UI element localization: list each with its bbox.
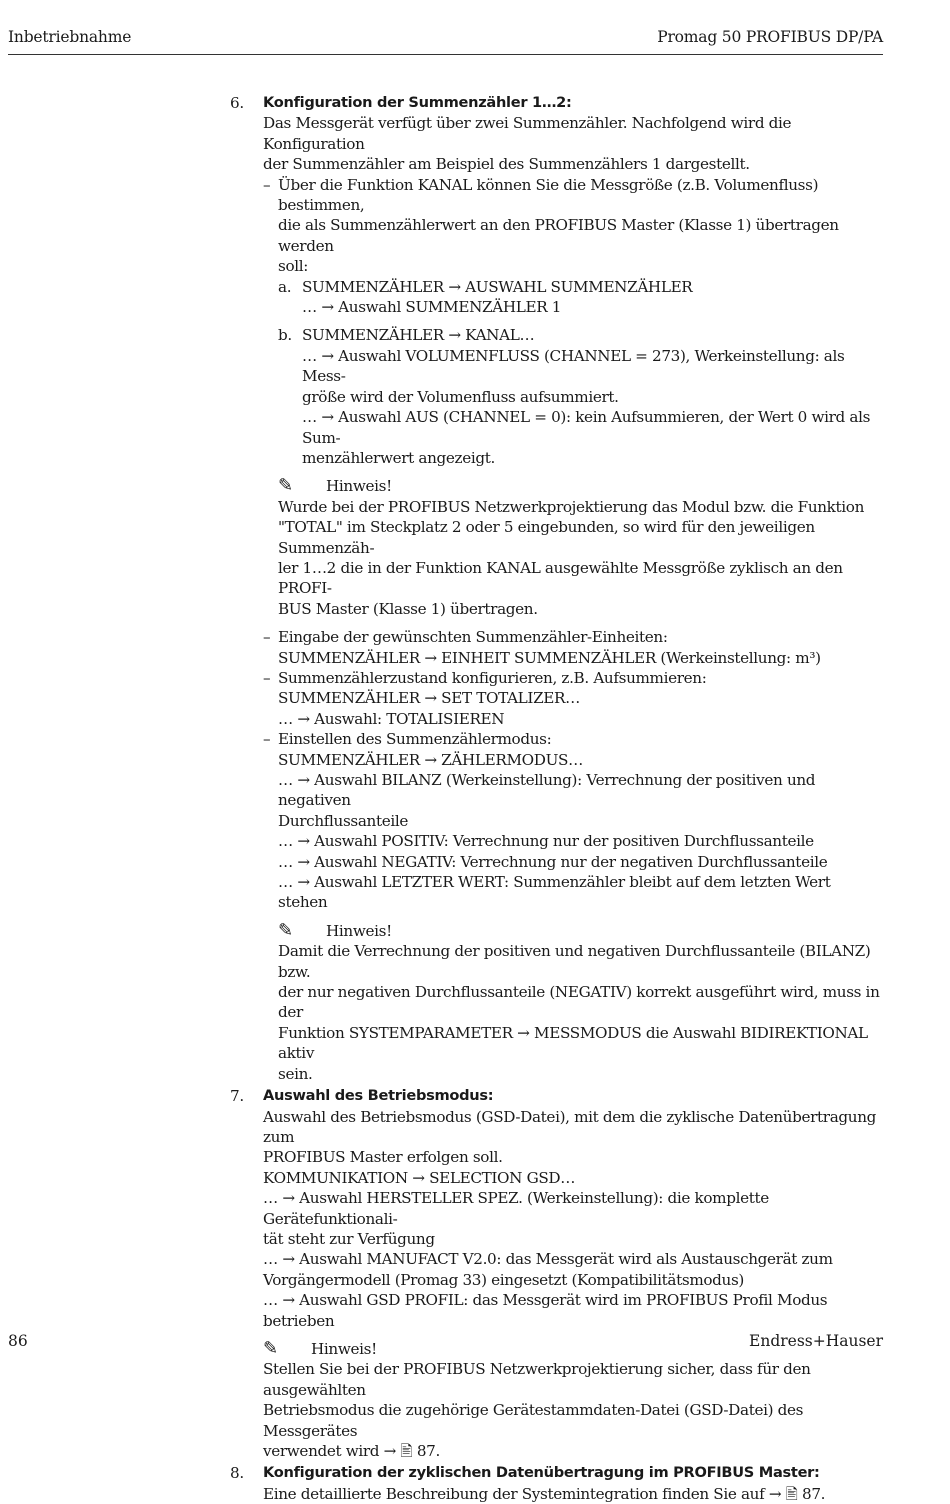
note-box bbox=[278, 921, 883, 1084]
page-header bbox=[8, 26, 883, 55]
step-title: Auswahl des Betriebsmodus: bbox=[263, 1087, 494, 1105]
text-line: Eingabe der gewünschten Summenzähler-Einheiten: bbox=[278, 628, 668, 647]
text-line: sein. bbox=[278, 1064, 313, 1083]
text-line: die als Summenzählerwert an den PROFIBUS Master (Klasse 1) übertragen werden bbox=[278, 216, 839, 255]
note-label: Hinweis! bbox=[326, 921, 392, 940]
bullet-kanal bbox=[263, 175, 883, 620]
text-line: … → Auswahl MANUFACT V2.0: das Messgerät wird als Austauschgerät zum bbox=[263, 1250, 833, 1269]
sub-marker: a. bbox=[278, 277, 292, 296]
step-7 bbox=[230, 1086, 883, 1461]
text-line: SUMMENZÄHLER → KANAL… bbox=[302, 326, 535, 345]
text-line: … → Auswahl BILANZ (Werkeinstellung): Verrechnung der positiven und negativen bbox=[278, 771, 816, 810]
text-line: … → Auswahl POSITIV: Verrechnung nur der positiven Durchflussanteile bbox=[278, 832, 814, 851]
page-number: 86 bbox=[8, 1332, 28, 1350]
page-reference: verwendet wird → 🖹 87. bbox=[263, 1442, 440, 1460]
dash-marker: – bbox=[263, 730, 271, 749]
brand-name: Endress+Hauser bbox=[749, 1332, 883, 1350]
note-heading bbox=[278, 921, 883, 941]
text-line: … → Auswahl AUS (CHANNEL = 0): kein Aufsummieren, der Wert 0 wird als Sum- bbox=[302, 408, 871, 447]
text-line: soll: bbox=[278, 257, 309, 276]
text-line: ler 1…2 die in der Funktion KANAL ausgewählte Messgröße zyklisch an den PROFI- bbox=[278, 558, 843, 598]
text-line: der nur negativen Durchflussanteile (NEGATIV) korrekt ausgeführt wird, muss in der bbox=[278, 983, 880, 1022]
bullet-totalizer bbox=[263, 668, 883, 729]
note-label: Hinweis! bbox=[311, 1339, 377, 1358]
text-line: Funktion SYSTEMPARAMETER → MESSMODUS die Auswahl BIDIREKTIONAL aktiv bbox=[278, 1023, 868, 1063]
text-line: … → Auswahl: TOTALISIEREN bbox=[278, 709, 505, 728]
text-line: SUMMENZÄHLER → AUSWAHL SUMMENZÄHLER bbox=[302, 277, 693, 296]
text-line: Summenzählerzustand konfigurieren, z.B. Aufsummieren: bbox=[278, 668, 707, 687]
text-line: Betriebsmodus die zugehörige Gerätestammdaten-Datei (GSD-Datei) des Messgerätes bbox=[263, 1401, 804, 1440]
text-line: tät steht zur Verfügung bbox=[263, 1229, 435, 1248]
page-content bbox=[230, 93, 883, 1504]
sub-marker: b. bbox=[278, 326, 292, 345]
text-line: … → Auswahl LETZTER WERT: Summenzähler bleibt auf dem letzten Wert stehen bbox=[278, 873, 831, 912]
text-line: Einstellen des Summenzählermodus: bbox=[278, 730, 552, 749]
dash-marker: – bbox=[263, 175, 271, 194]
note-heading bbox=[278, 476, 883, 496]
text-line: "TOTAL" im Steckplatz 2 oder 5 eingebunden, so wird für den jeweiligen Summenzäh- bbox=[278, 518, 815, 557]
step-8 bbox=[230, 1463, 883, 1504]
text-line: Vorgängermodell (Promag 33) eingesetzt (Kompatibilitätsmodus) bbox=[263, 1270, 745, 1289]
text-line: KOMMUNIKATION → SELECTION GSD… bbox=[263, 1168, 576, 1187]
text-line: SUMMENZÄHLER → ZÄHLERMODUS… bbox=[278, 750, 583, 769]
bullet-zaehlermodus bbox=[263, 729, 883, 1084]
pencil-icon: ✎ bbox=[278, 475, 293, 497]
sub-item-b bbox=[278, 325, 883, 468]
text-line: Wurde bei der PROFIBUS Netzwerkprojektierung das Modul bzw. die Funktion bbox=[278, 497, 865, 516]
text-line: Über die Funktion KANAL können Sie die Messgröße (z.B. Volumenfluss) bestimmen, bbox=[278, 175, 819, 215]
header-section-title: Inbetriebnahme bbox=[8, 28, 132, 46]
step-title: Konfiguration der zyklischen Datenübertragung im PROFIBUS Master: bbox=[263, 1464, 820, 1482]
text-line: SUMMENZÄHLER → SET TOTALIZER… bbox=[278, 689, 580, 708]
text-line: PROFIBUS Master erfolgen soll. bbox=[263, 1148, 503, 1167]
note-box bbox=[263, 1339, 883, 1461]
bullet-einheit bbox=[263, 627, 883, 668]
step-number: 7. bbox=[230, 1087, 244, 1106]
text-line: … → Auswahl NEGATIV: Verrechnung nur der negativen Durchflussanteile bbox=[278, 852, 828, 871]
text-line: … → Auswahl SUMMENZÄHLER 1 bbox=[302, 298, 562, 317]
page-reference: Eine detaillierte Beschreibung der Systemintegration finden Sie auf → 🖹 87. bbox=[263, 1484, 826, 1503]
text-line: Stellen Sie bei der PROFIBUS Netzwerkprojektierung sicher, dass für den ausgewählten bbox=[263, 1360, 811, 1399]
step-6 bbox=[230, 93, 883, 1084]
text-line: größe wird der Volumenfluss aufsummiert. bbox=[302, 387, 619, 406]
text-line: Durchflussanteile bbox=[278, 811, 409, 830]
step-number: 6. bbox=[230, 94, 244, 112]
text-line: … → Auswahl VOLUMENFLUSS (CHANNEL = 273), Werkeinstellung: als Mess- bbox=[302, 346, 845, 386]
pencil-icon: ✎ bbox=[263, 1337, 278, 1359]
text-line: Auswahl des Betriebsmodus (GSD-Datei), mit dem die zyklische Datenübertragung zum bbox=[263, 1107, 877, 1146]
text-line: BUS Master (Klasse 1) übertragen. bbox=[278, 599, 538, 618]
header-product-title: Promag 50 PROFIBUS DP/PA bbox=[657, 28, 883, 46]
sub-item-a bbox=[278, 277, 883, 318]
pencil-icon: ✎ bbox=[278, 919, 293, 941]
note-label: Hinweis! bbox=[326, 477, 392, 496]
text-line: der Summenzähler am Beispiel des Summenzählers 1 dargestellt. bbox=[263, 155, 750, 174]
text-line: Das Messgerät verfügt über zwei Summenzähler. Nachfolgend wird die Konfiguration bbox=[263, 114, 792, 153]
text-line: Damit die Verrechnung der positiven und negativen Durchflussanteile (BILANZ) bzw. bbox=[278, 942, 871, 981]
text-line: menzählerwert angezeigt. bbox=[302, 448, 495, 467]
step-number: 8. bbox=[230, 1464, 244, 1483]
dash-marker: – bbox=[263, 668, 271, 687]
text-line: … → Auswahl GSD PROFIL: das Messgerät wird im PROFIBUS Profil Modus betrieben bbox=[263, 1291, 828, 1330]
text-line: SUMMENZÄHLER → EINHEIT SUMMENZÄHLER (Werkeinstellung: m³) bbox=[278, 648, 821, 667]
step-title: Konfiguration der Summenzähler 1…2: bbox=[263, 94, 572, 111]
dash-marker: – bbox=[263, 628, 271, 647]
text-line: … → Auswahl HERSTELLER SPEZ. (Werkeinstellung): die komplette Gerätefunktionali- bbox=[263, 1189, 769, 1228]
note-box bbox=[278, 476, 883, 619]
